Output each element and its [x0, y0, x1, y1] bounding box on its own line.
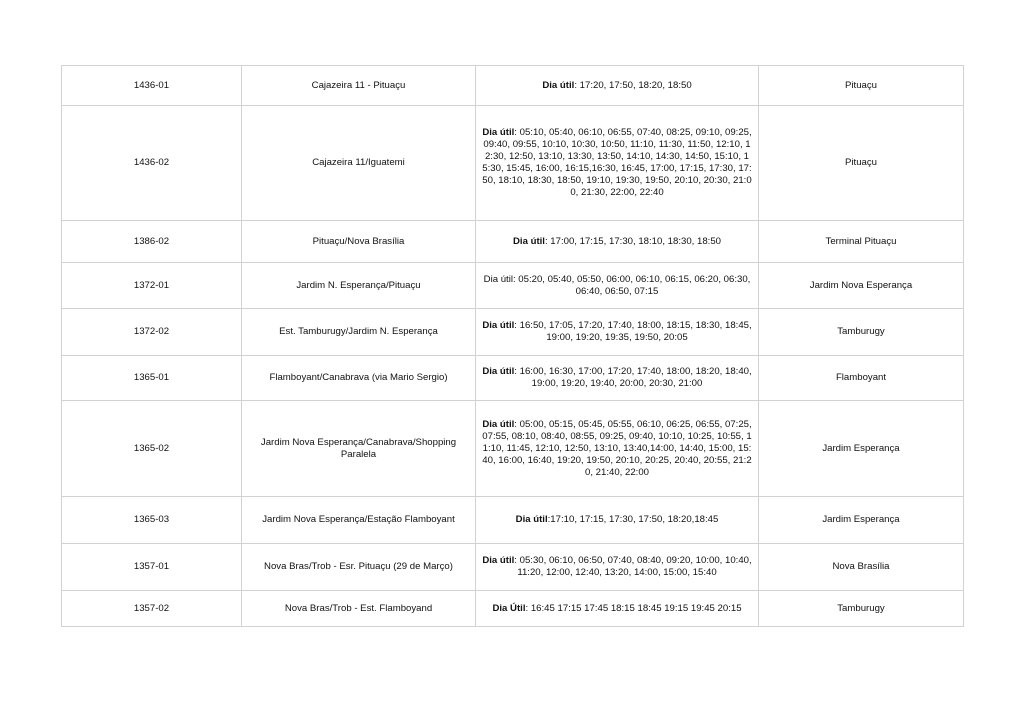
times-list: : 05:20, 05:40, 05:50, 06:00, 06:10, 06:15, 06:20, 06:30, 06:40, 06:50, 07:15	[512, 273, 751, 297]
times-list: :17:10, 17:15, 17:30, 17:50, 18:20,18:45	[547, 514, 719, 525]
table-row	[62, 497, 964, 544]
day-label: Dia útil	[482, 127, 515, 138]
times-list: : 16:50, 17:05, 17:20, 17:40, 18:00, 18:15, 18:30, 18:45, 19:00, 19:20, 19:35, 19:50, 20:05	[514, 320, 752, 343]
table-row	[62, 309, 964, 356]
day-label: Dia Útil	[492, 602, 526, 614]
route-name: Cajazeira 11/Iguatemi	[242, 106, 476, 221]
route-name: Est. Tamburugy/Jardim N. Esperança	[242, 309, 476, 356]
route-name: Jardim Nova Esperança/Canabrava/Shopping Paralela	[242, 401, 476, 497]
schedule-times	[476, 263, 759, 309]
bus-schedule-table	[61, 65, 964, 627]
route-code: 1365-01	[62, 356, 242, 401]
day-label: Dia útil	[482, 418, 515, 430]
terminal-name: Nova Brasília	[759, 544, 964, 591]
times-list: : 16:00, 16:30, 17:00, 17:20, 17:40, 18:00, 18:20, 18:40, 19:00, 19:20, 19:40, 20:00, 20:30, 21:00	[514, 366, 752, 389]
route-name: Jardim Nova Esperança/Estação Flamboyant	[242, 497, 476, 544]
times-list: : 05:10, 05:40, 06:10, 06:55, 07:40, 08:25, 09:10, 09:25, 09:40, 09:55, 10:10, 10:30, 10:50, 11:10, 11:30, 11:50, 12:10, 12:30, 12:50, 13:10, 13:30, 13:50, 14:10, 14:30, 14:50, 15:10, 15:30, 15:45, 16:00, 16:15,16:30, 16:45, 17:00, 17:15, 17:30, 17:50, 18:10, 18:30, 18:50, 19:10, 19:30, 19:50, 20:10, 20:30, 21:00, 21:30, 22:00, 22:40	[482, 127, 752, 198]
day-label: Dia útil	[482, 555, 515, 566]
schedule-times	[476, 106, 759, 221]
table-row	[62, 401, 964, 497]
route-code: 1365-03	[62, 497, 242, 544]
terminal-name: Pituaçu	[759, 106, 964, 221]
day-label: Dia útil	[515, 514, 548, 525]
schedule-times	[476, 544, 759, 591]
terminal-name: Jardim Esperança	[759, 497, 964, 544]
schedule-times	[476, 356, 759, 401]
route-code: 1357-01	[62, 544, 242, 591]
route-code: 1386-02	[62, 221, 242, 263]
table-row	[62, 106, 964, 221]
terminal-name: Flamboyant	[759, 356, 964, 401]
terminal-name: Jardim Esperança	[759, 401, 964, 497]
times-list: : 05:30, 06:10, 06:50, 07:40, 08:40, 09:20, 10:00, 10:40, 11:20, 12:00, 12:40, 13:20, 14:00, 15:00, 15:40	[514, 555, 752, 578]
route-code: 1436-02	[62, 106, 242, 221]
route-name: Jardim N. Esperança/Pituaçu	[242, 263, 476, 309]
terminal-name: Jardim Nova Esperança	[759, 263, 964, 309]
schedule-times	[476, 591, 759, 627]
table-row	[62, 591, 964, 627]
table-row	[62, 66, 964, 106]
times-list: : 17:20, 17:50, 18:20, 18:50	[574, 79, 692, 91]
day-label: Dia útil	[482, 320, 515, 331]
route-code: 1365-02	[62, 401, 242, 497]
schedule-times	[476, 497, 759, 544]
day-label: Dia útil	[483, 273, 513, 285]
table-row	[62, 263, 964, 309]
day-label: Dia útil	[512, 235, 545, 247]
route-name: Flamboyant/Canabrava (via Mario Sergio)	[242, 356, 476, 401]
route-code: 1357-02	[62, 591, 242, 627]
times-list: : 17:00, 17:15, 17:30, 18:10, 18:30, 18:50	[544, 235, 722, 247]
table-row	[62, 544, 964, 591]
table-row	[62, 221, 964, 263]
times-list: : 05:00, 05:15, 05:45, 05:55, 06:10, 06:25, 06:55, 07:25, 07:55, 08:10, 08:40, 08:55, 09:25, 09:40, 10:10, 10:25, 10:55, 11:10, 11:45, 12:10, 12:50, 13:10, 13:40,14:00, 14:40, 15:00, 15:40, 16:00, 16:40, 19:20, 19:50, 20:10, 20:25, 20:40, 20:55, 21:20, 21:40, 22:00	[482, 418, 752, 478]
day-label: Dia útil	[482, 366, 515, 377]
terminal-name: Tamburugy	[759, 309, 964, 356]
schedule-times	[476, 221, 759, 263]
route-name: Nova Bras/Trob - Esr. Pituaçu (29 de Março)	[242, 544, 476, 591]
times-list: : 16:45 17:15 17:45 18:15 18:45 19:15 19:45 20:15	[525, 602, 742, 614]
route-name: Nova Bras/Trob - Est. Flamboyand	[242, 591, 476, 627]
day-label: Dia útil	[542, 79, 575, 91]
schedule-times	[476, 309, 759, 356]
route-name: Cajazeira 11 - Pituaçu	[242, 66, 476, 106]
route-code: 1436-01	[62, 66, 242, 106]
route-name: Pituaçu/Nova Brasília	[242, 221, 476, 263]
terminal-name: Tamburugy	[759, 591, 964, 627]
table-row	[62, 356, 964, 401]
route-code: 1372-01	[62, 263, 242, 309]
terminal-name: Pituaçu	[759, 66, 964, 106]
schedule-times	[476, 66, 759, 106]
terminal-name: Terminal Pituaçu	[759, 221, 964, 263]
route-code: 1372-02	[62, 309, 242, 356]
schedule-times	[476, 401, 759, 497]
